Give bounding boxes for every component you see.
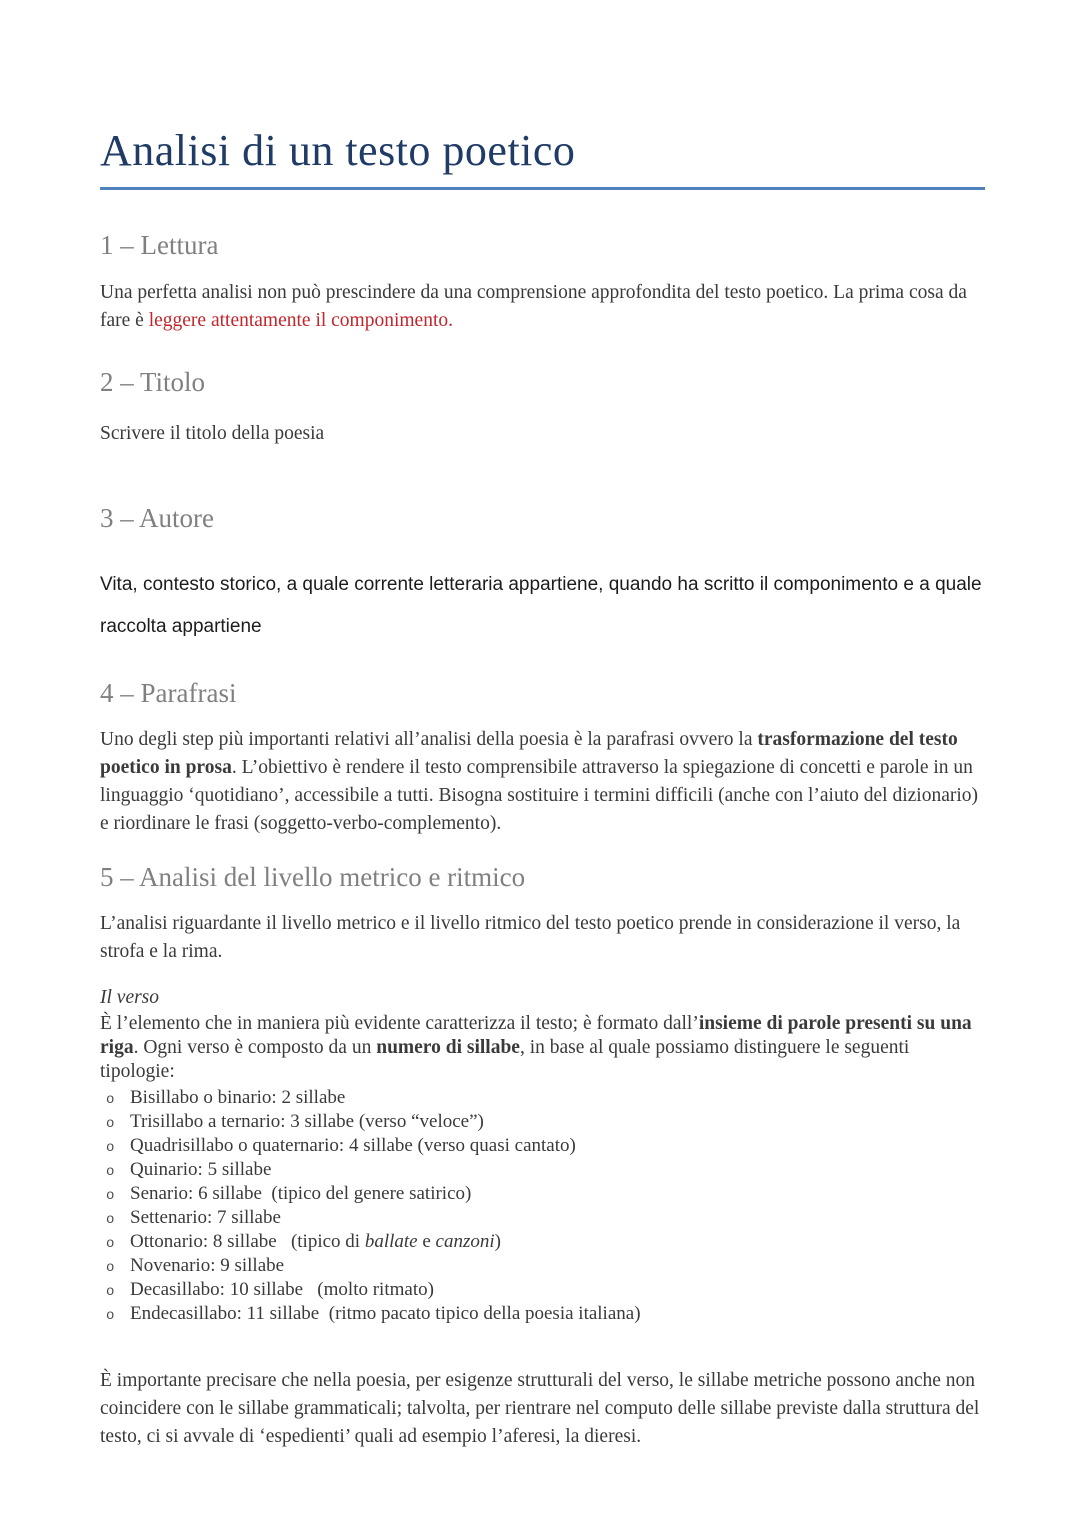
section-heading-metrica: 5 – Analisi del livello metrico e ritmico (100, 861, 526, 892)
list-bullet: o (106, 1092, 115, 1109)
list-item-text: Trisillabo a ternario: 3 sillabe (verso “veloce”) (130, 1111, 484, 1133)
list-item (100, 1159, 985, 1183)
list-item (100, 1255, 985, 1279)
text-run: , in base al quale possiamo distinguere le seguenti tipologie: (100, 1037, 915, 1083)
title-underline-rule (100, 187, 985, 190)
list-item (100, 1231, 985, 1255)
text-run: Una perfetta analisi non può prescindere da una comprensione approfondita del testo poetico. La prima cosa da fare è (100, 281, 972, 331)
subheading-il-verso: Il verso (100, 987, 160, 1009)
paragraph-closing: È importante precisare che nella poesia, per esigenze strutturali del verso, le sillabe metriche possono anche non coincidere con le sillabe grammaticali; talvolta, per rientrare nel computo delle sillabe previste dalla struttura del testo, ci si avvale di ‘espedienti’ quali ad esempio l’aferesi, la dieresi. (100, 1370, 980, 1448)
section-heading-autore: 3 – Autore (100, 502, 214, 533)
list-item-text: Novenario: 9 sillabe (130, 1255, 285, 1277)
document-title: Analisi di un testo poetico (100, 126, 576, 175)
paragraph-titolo: Scrivere il titolo della poesia (100, 422, 325, 444)
paragraph-lettura (100, 279, 985, 335)
text-run: Uno degli step più importanti relativi all’analisi della poesia è la parafrasi ovvero la (100, 728, 758, 750)
list-item-text: Ottonario: 8 sillabe (tipico di ballate e canzoni) (130, 1231, 501, 1253)
list-bullet: o (106, 1164, 115, 1181)
text-run: È l’elemento che in maniera più evidente caratterizza il testo; è formato dall’ (100, 1013, 699, 1035)
list-item-text: Endecasillabo: 11 sillabe (ritmo pacato tipico della poesia italiana) (130, 1303, 641, 1325)
list-bullet: o (106, 1236, 115, 1253)
list-item (100, 1135, 985, 1159)
list-item-text: Settenario: 7 sillabe (130, 1207, 281, 1229)
paragraph-verso (100, 1012, 985, 1084)
list-bullet: o (106, 1284, 115, 1301)
text-run-bold: numero di sillabe (376, 1037, 520, 1059)
list-item (100, 1279, 985, 1303)
list-bullet: o (106, 1188, 115, 1205)
list-item-text: Senario: 6 sillabe (tipico del genere satirico) (130, 1183, 472, 1205)
list-item (100, 1087, 985, 1111)
text-run-red: leggere attentamente il componimento. (148, 309, 454, 331)
list-item (100, 1303, 985, 1327)
list-item (100, 1111, 985, 1135)
paragraph-parafrasi (100, 726, 985, 838)
list-bullet: o (106, 1260, 115, 1277)
text-run: . Ogni verso è composto da un (133, 1037, 377, 1059)
text-run-bold: insieme di parole presenti su una riga (100, 1013, 977, 1059)
list-bullet: o (106, 1116, 115, 1133)
list-item-text: Decasillabo: 10 sillabe (molto ritmato) (130, 1279, 434, 1301)
verse-types-list (100, 1087, 985, 1327)
list-item-text: Bisillabo o binario: 2 sillabe (130, 1087, 346, 1109)
section-heading-titolo: 2 – Titolo (100, 366, 206, 397)
paragraph-metrica-intro: L’analisi riguardante il livello metrico e il livello ritmico del testo poetico prende in considerazione il verso, la strofa e la rima. (100, 913, 961, 963)
list-item (100, 1183, 985, 1207)
list-item (100, 1207, 985, 1231)
section-heading-parafrasi: 4 – Parafrasi (100, 677, 237, 708)
text-run-bold: trasformazione del testo poetico in prosa (100, 728, 963, 778)
paragraph-autore: Vita, contesto storico, a quale corrente letteraria appartiene, quando ha scritto il componimento e a quale raccolta appartiene (100, 573, 982, 637)
list-bullet: o (106, 1308, 115, 1325)
section-heading-lettura: 1 – Lettura (100, 229, 219, 260)
list-item-text: Quinario: 5 sillabe (130, 1159, 272, 1181)
list-item-text: Quadrisillabo o quaternario: 4 sillabe (verso quasi cantato) (130, 1135, 576, 1157)
text-run: . L’obiettivo è rendere il testo comprensibile attraverso la spiegazione di concetti e parole in un linguaggio ‘quotidiano’, accessibile a tutti. Bisogna sostituire i termini difficili (anche con l’aiuto del dizionario) e riordinare le frasi (soggetto-verbo-complemento). (100, 756, 983, 834)
list-bullet: o (106, 1140, 115, 1157)
list-bullet: o (106, 1212, 115, 1229)
